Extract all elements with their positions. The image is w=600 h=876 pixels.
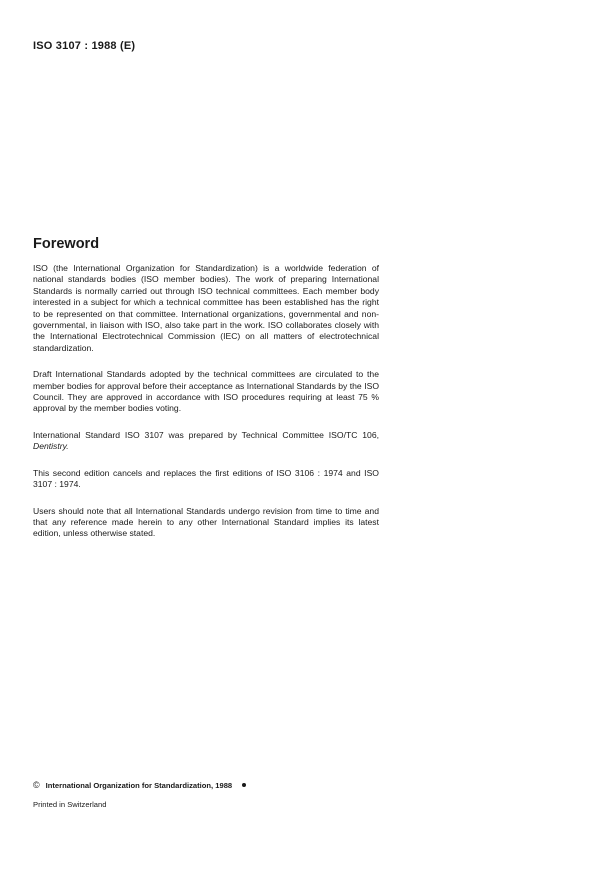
foreword-body bbox=[33, 263, 379, 555]
paragraph-revision-note: Users should note that all International Standards undergo revision from time to time and that any reference made herein to any other International Standard implies its latest edition, unless otherwise stated. bbox=[33, 505, 379, 539]
paragraph-draft-standards: Draft International Standards adopted by the technical committees are circulated to the member bodies for approval before their acceptance as International Standards by the ISO Council. They are approved in accordance with ISO procedures requiring at least 75 % approval by the member bodies voting. bbox=[33, 369, 379, 414]
prepared-by-text: International Standard ISO 3107 was prepared by Technical Committee ISO/TC 106, bbox=[33, 429, 379, 440]
committee-name: Dentistry. bbox=[33, 441, 69, 452]
bullet-icon bbox=[242, 783, 246, 787]
copyright-line bbox=[33, 780, 246, 790]
paragraph-iso-federation: ISO (the International Organization for Standardization) is a worldwide federation of national standards bodies (ISO member bodies). The work of preparing International Standards is normally carried out through ISO technical committees. Each member body interested in a subject for which a technical committee has been established has the right to be represented on that committee. International organizations, governmental and non-governmental, in liaison with ISO, also take part in the work. ISO collaborates closely with the International Electrotechnical Commission (IEC) on all matters of electrotechnical standardization. bbox=[33, 263, 379, 353]
document-id-header: ISO 3107 : 1988 (E) bbox=[33, 40, 136, 52]
printed-location: Printed in Switzerland bbox=[33, 800, 107, 809]
foreword-title: Foreword bbox=[33, 236, 100, 252]
copyright-symbol: © bbox=[33, 780, 40, 790]
paragraph-second-edition: This second edition cancels and replaces the first editions of ISO 3106 : 1974 and ISO 3107 : 1974. bbox=[33, 467, 379, 490]
paragraph-prepared-by bbox=[33, 430, 379, 453]
copyright-text: International Organization for Standardization, 1988 bbox=[45, 780, 233, 790]
